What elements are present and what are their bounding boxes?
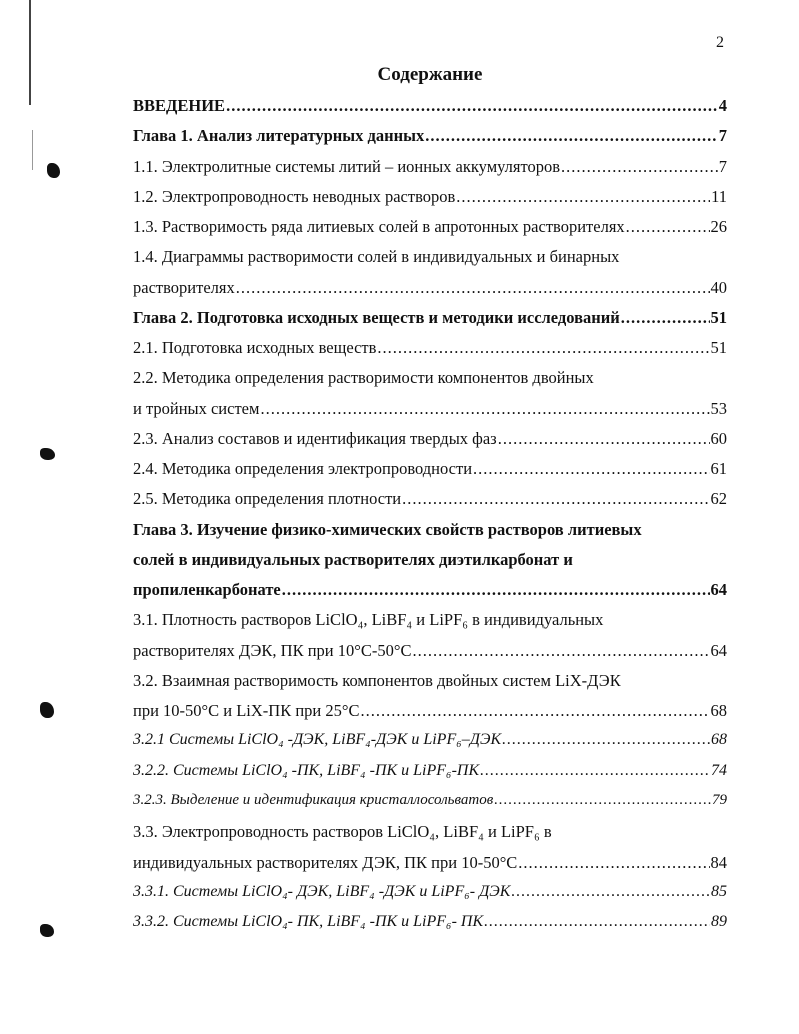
toc-entry xyxy=(133,217,727,241)
toc-entry xyxy=(133,610,727,634)
toc-entry-page: 26 xyxy=(710,217,727,237)
toc-entry xyxy=(133,126,727,150)
toc-entry-text: 1.2. Электропроводность неводных растворов xyxy=(133,186,456,206)
dot-leader xyxy=(377,338,709,358)
toc-entry-text: 2.4. Методика определения электропроводности xyxy=(133,459,473,479)
toc-entry xyxy=(133,278,727,302)
dot-leader xyxy=(473,459,709,479)
toc-entry-text: при 10-50°С и LiX-ПК при 25°С xyxy=(133,701,360,721)
page-number: 2 xyxy=(716,34,724,51)
dot-leader xyxy=(621,308,710,328)
toc-entry-page: 64 xyxy=(710,640,727,660)
dot-leader xyxy=(226,96,718,116)
toc-entry-text: и тройных систем xyxy=(133,398,260,418)
toc-entry-text: Глава 2. Подготовка исходных веществ и методики исследований xyxy=(133,307,620,327)
toc-entry xyxy=(133,338,727,362)
scan-artifact xyxy=(47,163,60,178)
toc-entry-page: 85 xyxy=(711,882,727,900)
scan-margin-line xyxy=(32,130,33,170)
toc-entry-text: растворителях ДЭК, ПК при 10°С-50°С xyxy=(133,640,412,660)
toc-entry-page: 60 xyxy=(710,428,727,448)
toc-entry-text: 3.2. Взаимная растворимость компонентов двойных систем LiX-ДЭК xyxy=(133,670,621,690)
toc-entry-page: 53 xyxy=(710,398,727,418)
dot-leader xyxy=(484,913,710,931)
toc-entry-text: растворителях xyxy=(133,277,235,297)
toc-entry xyxy=(133,762,727,786)
toc-entry-page: 7 xyxy=(718,156,727,176)
dot-leader xyxy=(236,278,710,298)
dot-leader xyxy=(456,187,710,207)
toc-entry xyxy=(133,187,727,211)
toc-entry-text: 3.1. Плотность растворов LiClO₄, LiBF₄ и LiPF₆ в индивидуальных xyxy=(133,610,604,630)
toc-entry-text: 3.2.1 Системы LiClO₄ -ДЭК, LiBF₄-ДЭК и LiPF₆–ДЭК xyxy=(133,731,502,749)
toc-entry-text: 3.2.3. Выделение и идентификация кристаллосольватов xyxy=(133,791,494,808)
dot-leader xyxy=(498,429,710,449)
toc-entry xyxy=(133,399,727,423)
scan-artifact xyxy=(40,448,55,460)
toc-entry-page: 84 xyxy=(710,852,727,872)
dot-leader xyxy=(494,792,711,809)
toc-entry-text: 1.3. Растворимость ряда литиевых солей в апротонных растворителях xyxy=(133,217,625,237)
dot-leader xyxy=(360,701,709,721)
toc-entry xyxy=(133,550,727,574)
dot-leader xyxy=(561,157,718,177)
toc-entry xyxy=(133,520,727,544)
toc-entry-page: 61 xyxy=(710,459,727,479)
toc-entry-text: Глава 3. Изучение физико-химических свойств растворов литиевых xyxy=(133,519,642,539)
toc-entry-text: 2.2. Методика определения растворимости компонентов двойных xyxy=(133,368,594,388)
toc-entry xyxy=(133,701,727,725)
toc-entry-page: 40 xyxy=(710,277,727,297)
toc-entry-text: 1.1. Электролитные системы литий – ионных аккумуляторов xyxy=(133,156,561,176)
toc-entry-text: 2.1. Подготовка исходных веществ xyxy=(133,338,377,358)
toc-entry xyxy=(133,96,727,120)
toc-entry-text: 2.3. Анализ составов и идентификация твердых фаз xyxy=(133,428,497,448)
page-title: Содержание xyxy=(377,64,483,85)
toc-entry xyxy=(133,883,727,907)
toc-entry-page: 79 xyxy=(712,791,727,808)
dot-leader xyxy=(402,489,709,509)
toc-entry-text: 2.5. Методика определения плотности xyxy=(133,489,402,509)
toc-entry-text: Глава 1. Анализ литературных данных xyxy=(133,126,425,146)
toc-entry-page: 11 xyxy=(711,186,727,206)
toc-entry xyxy=(133,822,727,846)
toc-entry xyxy=(133,731,727,755)
dot-leader xyxy=(626,217,710,237)
toc-entry xyxy=(133,792,727,816)
toc-entry-text: 3.3. Электропроводность растворов LiClO₄, LiBF₄ и LiPF₆ в xyxy=(133,822,552,842)
dot-leader xyxy=(518,853,709,873)
toc-entry-page: 7 xyxy=(718,126,727,146)
toc-entry xyxy=(133,459,727,483)
scan-artifact xyxy=(40,924,54,937)
dot-leader xyxy=(425,126,717,146)
toc-entry-page: 64 xyxy=(710,580,727,600)
dot-leader xyxy=(412,641,709,661)
toc-entry xyxy=(133,308,727,332)
toc-entry xyxy=(133,429,727,453)
toc-entry-page: 51 xyxy=(710,338,727,358)
toc-entry-page: 51 xyxy=(710,307,727,327)
toc-entry-text: ВВЕДЕНИЕ xyxy=(133,96,226,115)
toc-entry-page: 62 xyxy=(710,489,727,509)
toc-entry xyxy=(133,913,727,937)
toc-entry xyxy=(133,157,727,181)
toc-entry xyxy=(133,247,727,271)
toc-entry xyxy=(133,489,727,513)
toc-entry xyxy=(133,580,727,604)
toc-entry-text: 3.3.1. Системы LiClO₄- ДЭК, LiBF₄ -ДЭК и LiPF₆- ДЭК xyxy=(133,882,511,900)
dot-leader xyxy=(480,762,710,780)
dot-leader xyxy=(502,731,710,749)
toc-entry xyxy=(133,671,727,695)
dot-leader xyxy=(260,399,709,419)
toc-entry-text: 3.3.2. Системы LiClO₄- ПК, LiBF₄ -ПК и LiPF₆- ПК xyxy=(133,913,484,931)
toc-entry xyxy=(133,853,727,877)
toc-entry xyxy=(133,368,727,392)
toc-entry-text: индивидуальных растворителях ДЭК, ПК при 10-50°С xyxy=(133,852,518,872)
toc-entry-page: 68 xyxy=(710,701,727,721)
toc-entry-text: 3.2.2. Системы LiClO₄ -ПК, LiBF₄ -ПК и LiPF₆-ПК xyxy=(133,761,480,779)
toc-entry-text: 1.4. Диаграммы растворимости солей в индивидуальных и бинарных xyxy=(133,247,620,267)
toc-entry-page: 4 xyxy=(718,96,727,115)
toc-entry xyxy=(133,641,727,665)
scan-margin-line xyxy=(29,0,31,105)
dot-leader xyxy=(511,883,710,901)
toc-entry-text: солей в индивидуальных растворителях диэтилкарбонат и xyxy=(133,549,573,569)
toc-entry-page: 74 xyxy=(711,761,727,779)
scan-artifact xyxy=(40,702,54,718)
toc-entry-page: 68 xyxy=(711,731,727,749)
toc-entry-page: 89 xyxy=(711,913,727,931)
toc-entry-text: пропиленкарбонате xyxy=(133,580,281,600)
dot-leader xyxy=(282,580,710,600)
